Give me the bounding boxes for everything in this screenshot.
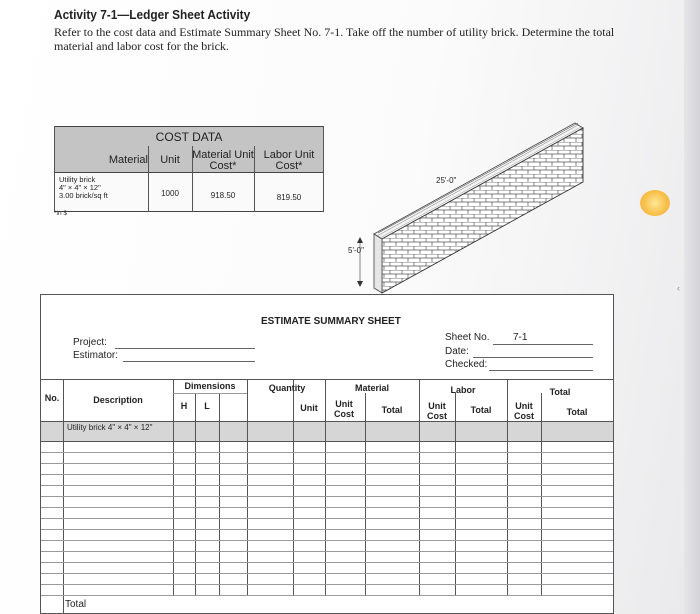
header-no: No.: [44, 393, 60, 403]
col-material-unit-cost: Material Unit Cost*: [192, 149, 254, 172]
header-description: Description: [93, 395, 143, 405]
table-row[interactable]: [41, 474, 613, 475]
header-labor: Labor: [450, 385, 476, 395]
date-label: Date:: [445, 346, 469, 357]
table-row[interactable]: [41, 562, 613, 563]
material-line-1: Utility brick: [59, 175, 96, 184]
col-material: Material: [108, 154, 148, 166]
header-material-total: Total: [381, 405, 403, 415]
cost-data-table: [54, 126, 324, 212]
table-row[interactable]: [41, 507, 613, 508]
header-total-unit-cost: Unit Cost: [514, 401, 534, 421]
table-row[interactable]: [41, 463, 613, 464]
activity-instructions: Refer to the cost data and Estimate Summary Sheet No. 7-1. Take off the number of utility brick. Determine the total material and labor cost for the brick.: [54, 25, 615, 53]
table-row[interactable]: [41, 452, 613, 453]
estimator-label: Estimator:: [73, 350, 119, 361]
header-total-total: Total: [566, 407, 588, 417]
table-row[interactable]: [41, 584, 613, 585]
brick-wall-illustration: [338, 118, 608, 296]
length-dimension: 25'-0": [436, 176, 457, 185]
cursor-icon: ‹: [677, 283, 680, 293]
table-row[interactable]: [41, 485, 613, 486]
table-row[interactable]: [41, 573, 613, 574]
checked-field[interactable]: [489, 370, 593, 371]
brick-wall-drawing: [338, 118, 608, 301]
material-line-3: 3.00 brick/sq ft: [59, 191, 108, 200]
col-labor-unit-cost: Labor Unit Cost*: [263, 149, 315, 172]
header-l: L: [204, 401, 210, 411]
height-dimension: 5'-0": [348, 246, 364, 255]
checked-label: Checked:: [445, 359, 488, 370]
sheet-no-value: 7-1: [513, 332, 528, 343]
table-row[interactable]: [41, 496, 613, 497]
cell-labor-unit-cost: 819.50: [276, 193, 302, 202]
cell-material-unit-cost: 918.50: [210, 191, 236, 200]
header-labor-unit-cost: Unit Cost: [427, 401, 447, 421]
row-1-description[interactable]: Utility brick 4" × 4" × 12": [67, 423, 153, 432]
sheet-no-label: Sheet No.: [445, 332, 490, 343]
cell-unit: 1000: [161, 189, 179, 198]
estimate-summary-sheet: [40, 294, 614, 614]
activity-title: Activity 7-1—Ledger Sheet Activity: [54, 8, 251, 22]
project-label: Project:: [73, 337, 107, 348]
page-edge: [684, 0, 700, 614]
col-unit: Unit: [160, 154, 180, 166]
material-line-2: 4" × 4" × 12": [59, 183, 101, 192]
header-material-unit-cost: Unit Cost: [334, 399, 354, 419]
total-label: Total: [65, 599, 87, 610]
sheet-no-field[interactable]: [493, 344, 593, 345]
header-labor-total: Total: [470, 405, 492, 415]
header-total: Total: [549, 387, 571, 397]
cost-footnote: *in $: [54, 210, 68, 217]
sheet-title: ESTIMATE SUMMARY SHEET: [261, 316, 401, 327]
table-row[interactable]: [41, 540, 613, 541]
date-field[interactable]: [473, 357, 593, 358]
project-field[interactable]: [115, 348, 255, 349]
header-unit: Unit: [300, 403, 318, 413]
estimate-grid: [41, 379, 613, 613]
header-material: Material: [354, 383, 389, 393]
header-quantity: Quantity: [268, 383, 306, 393]
cost-data-heading: COST DATA: [155, 130, 223, 144]
header-dimensions: Dimensions: [184, 381, 236, 391]
table-row[interactable]: [41, 529, 613, 530]
table-row[interactable]: [41, 595, 613, 596]
header-h: H: [180, 401, 188, 411]
table-row[interactable]: [41, 518, 613, 519]
estimator-field[interactable]: [123, 361, 255, 362]
table-row[interactable]: [41, 551, 613, 552]
highlight-marker: [640, 190, 670, 216]
